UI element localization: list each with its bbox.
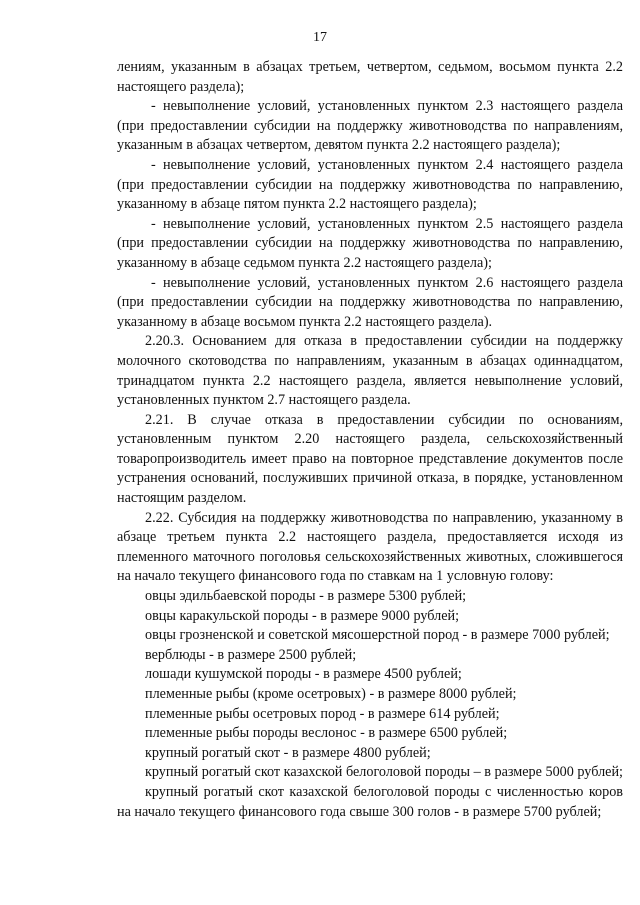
paragraph-continuation: лениям, указанным в абзацах третьем, четвертом, седьмом, восьмом пункта 2.2 настоящего раздела); [117, 59, 623, 95]
rate-item: племенные рыбы (кроме осетровых) - в размере 8000 рублей; [145, 686, 517, 702]
rate-item: верблюды - в размере 2500 рублей; [145, 646, 357, 663]
page-number: 17 [313, 30, 327, 45]
rate-item: крупный рогатый скот казахской белоголовой породы с численностью коров на начало текущего финансового года свыше 300 голов - в размере 5700 рублей; [117, 783, 623, 820]
rate-item: овцы грозненской и советской мясошерстной пород - в размере 7000 рублей; [145, 627, 610, 644]
rate-item: лошади кушумской породы - в размере 4500 рублей; [145, 666, 462, 683]
paragraph-2-21: 2.21. В случае отказа в предоставлении субсидии по основаниям, установленным пунктом 2.20 настоящего раздела, сельскохозяйственный товаропроизводитель имеет право на повторное представление документов после устранения оснований, послуживших причиной отказа, в порядке, установленном настоящим разделом. [117, 411, 623, 507]
page-content [117, 58, 623, 822]
paragraph-2-20-3: 2.20.3. Основанием для отказа в предоставлении субсидии на поддержку молочного скотоводства по направлениям, указанным в абзацах одиннадцатом, тринадцатом пункта 2.2 настоящего раздела, является невыполнение условий, установленных пунктом 2.7 настоящего раздела. [117, 333, 623, 409]
rate-item: овцы эдильбаевской породы - в размере 5300 рублей; [145, 588, 467, 605]
condition-item-2-5: - невыполнение условий, установленных пунктом 2.5 настоящего раздела (при предоставлении субсидии на поддержку животноводства по направлению, указанному в абзаце седьмом пункта 2.2 настоящего раздела); [117, 215, 623, 271]
paragraph-2-22: 2.22. Субсидия на поддержку животноводства по направлению, указанному в абзаце третьем пункта 2.2 настоящего раздела, предоставляется исходя из племенного маточного поголовья сельскохозяйственных животных, сложившегося на начало текущего финансового года по ставкам на 1 условную голову: [117, 509, 623, 585]
rate-item: овцы каракульской породы - в размере 9000 рублей; [145, 607, 460, 624]
rate-item: племенные рыбы осетровых пород - в размере 614 рублей; [145, 705, 500, 722]
rate-item: племенные рыбы породы веслонос - в размере 6500 рублей; [145, 725, 508, 742]
rate-item: крупный рогатый скот казахской белоголовой породы – в размере 5000 рублей; [145, 764, 623, 781]
condition-item-2-3: - невыполнение условий, установленных пунктом 2.3 настоящего раздела (при предоставлении субсидии на поддержку животноводства по направлениям, указанным в абзацах четвертом, девятом пункта 2.2 настоящего раздела); [117, 98, 623, 154]
rate-item: крупный рогатый скот - в размере 4800 рублей; [145, 744, 431, 761]
condition-item-2-6: - невыполнение условий, установленных пунктом 2.6 настоящего раздела (при предоставлении субсидии на поддержку животноводства по направлению, указанному в абзаце восьмом пункта 2.2 настоящего раздела). [117, 274, 623, 330]
condition-item-2-4: - невыполнение условий, установленных пунктом 2.4 настоящего раздела (при предоставлении субсидии на поддержку животноводства по направлению, указанному в абзаце пятом пункта 2.2 настоящего раздела); [117, 156, 623, 213]
